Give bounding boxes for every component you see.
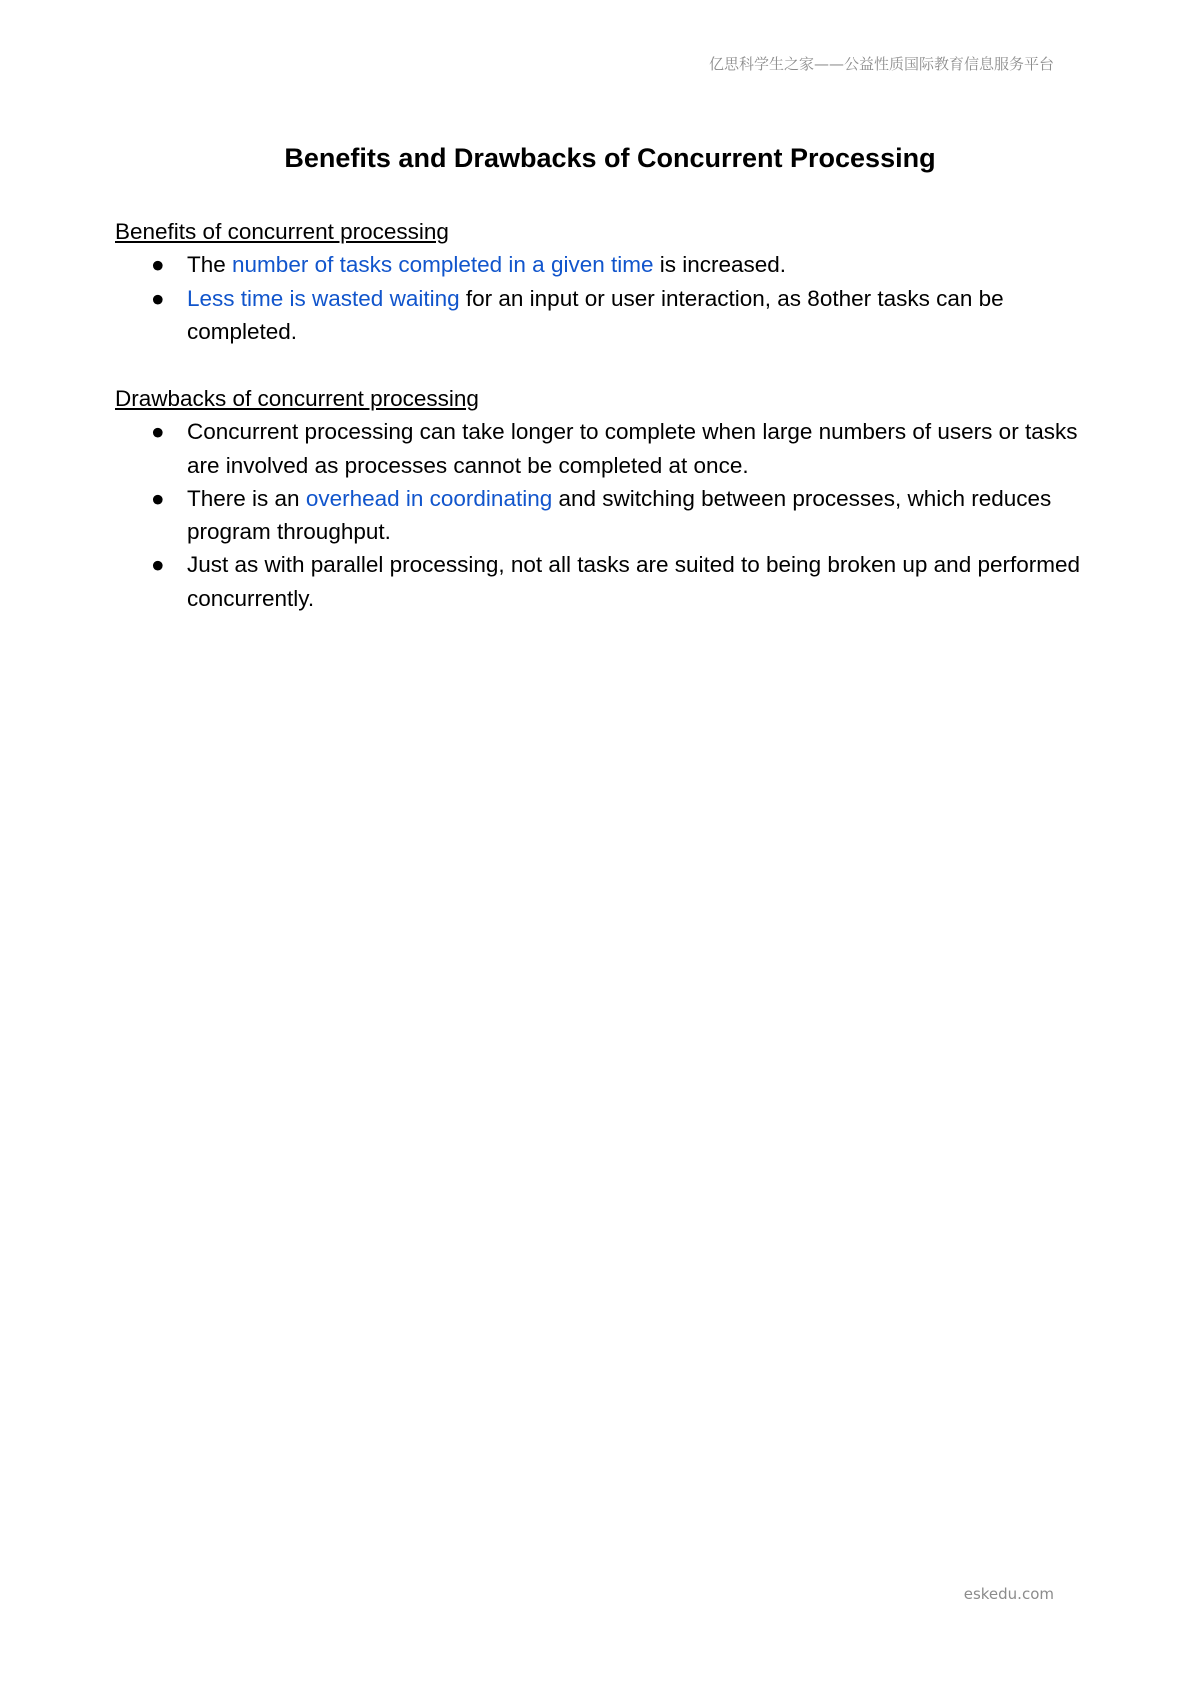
list-item — [115, 415, 1095, 482]
bullet-icon: ● — [151, 419, 165, 445]
bullet-icon: ● — [151, 552, 165, 578]
footer-site: eskedu.com — [963, 1585, 1054, 1603]
bullet-icon: ● — [151, 485, 165, 511]
bullet-icon: ● — [151, 285, 165, 311]
header-watermark: 亿思科学生之家——公益性质国际教育信息服务平台 — [708, 55, 1054, 73]
item-text: The — [187, 252, 233, 278]
highlight-text: Less time is wasted waiting — [187, 285, 460, 311]
benefits-list — [115, 248, 1095, 348]
drawbacks-section — [115, 382, 1095, 615]
benefits-section — [115, 215, 1095, 348]
item-text: for an input or user interaction, as 8other tasks can be completed. — [187, 285, 1004, 344]
item-text: and switching between processes, which reduces program throughput. — [187, 485, 1052, 545]
drawbacks-heading: Drawbacks of concurrent processing — [115, 386, 479, 411]
item-text: is increased. — [653, 252, 787, 278]
item-text: Concurrent processing can take longer to complete when large numbers of users or tasks are involved as processes cannot be completed at once. — [187, 419, 1078, 478]
list-item — [115, 248, 1095, 281]
drawbacks-list — [115, 415, 1095, 615]
highlight-text: overhead in coordinating — [305, 485, 553, 511]
benefits-heading: Benefits of concurrent processing — [115, 219, 449, 244]
item-text: Just as with parallel processing, not all tasks are suited to being broken up and performed concurrently. — [187, 552, 1081, 611]
list-item — [115, 548, 1095, 615]
page-title: Benefits and Drawbacks of Concurrent Processing — [284, 143, 936, 173]
highlight-text: number of tasks completed in a given time — [232, 252, 654, 278]
list-item — [115, 282, 1095, 349]
item-text: There is an — [187, 485, 306, 511]
bullet-icon: ● — [151, 252, 165, 278]
list-item — [115, 482, 1095, 549]
